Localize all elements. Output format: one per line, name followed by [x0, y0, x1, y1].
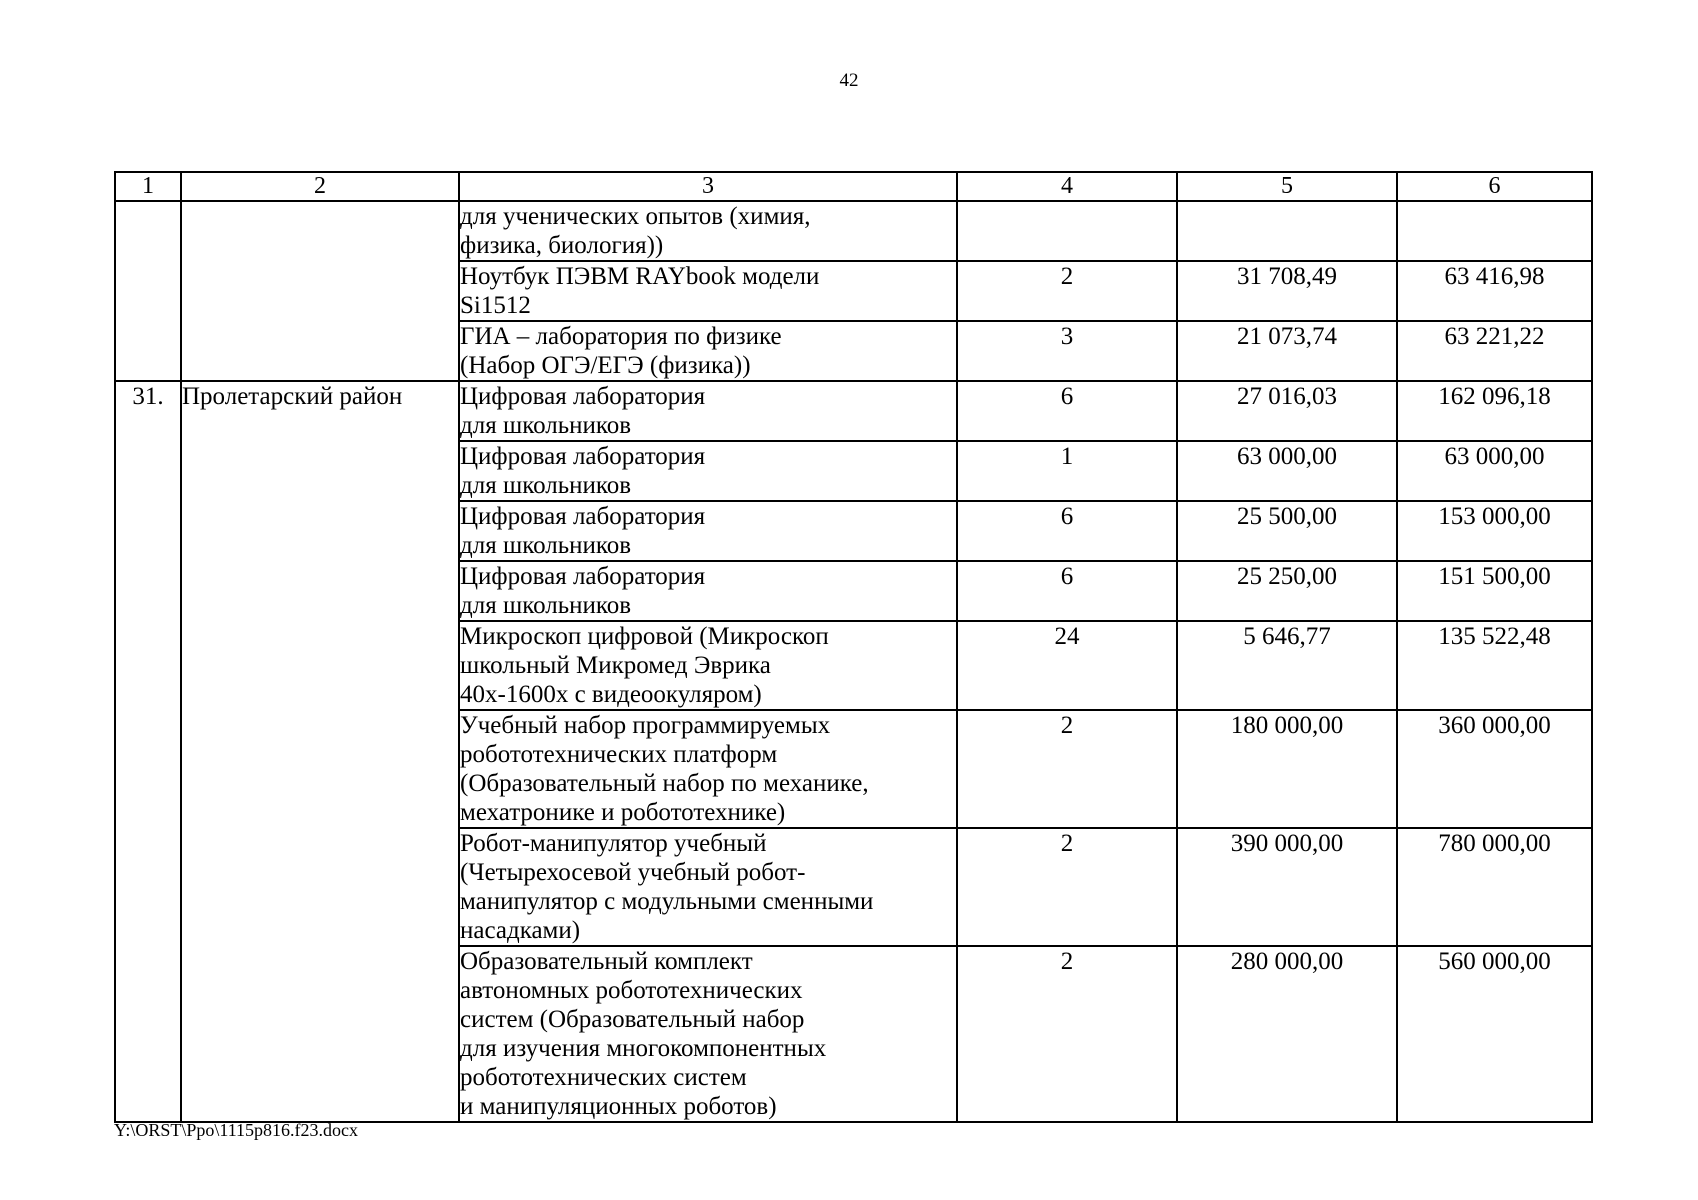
- item-name-cell: [459, 501, 957, 561]
- item-name-line: Цифровая лаборатория: [460, 443, 706, 470]
- unit-price-cell: [1177, 201, 1397, 261]
- quantity-cell: [957, 201, 1177, 261]
- item-name-line: Ноутбук ПЭВМ RAYbook модели: [460, 263, 820, 290]
- item-name-line: Цифровая лаборатория: [460, 503, 706, 530]
- quantity-cell: 6: [957, 381, 1177, 441]
- item-name-line: физика, биология)): [460, 232, 664, 259]
- table-row: [115, 201, 1592, 261]
- quantity-cell: 2: [957, 828, 1177, 946]
- item-name-line: Микроскоп цифровой (Микроскоп: [460, 623, 829, 650]
- quantity-cell: 6: [957, 501, 1177, 561]
- total-cost-cell: 63 000,00: [1397, 441, 1592, 501]
- total-cost-cell: 151 500,00: [1397, 561, 1592, 621]
- header-cell-1: 1: [115, 172, 181, 201]
- item-name-cell: [459, 828, 957, 946]
- item-name-line: 40х-1600х с видеоокуляром): [460, 681, 762, 708]
- item-name-line: для школьников: [460, 532, 632, 559]
- quantity-cell: 2: [957, 261, 1177, 321]
- item-name-line: Цифровая лаборатория: [460, 563, 706, 590]
- item-name-line: мехатронике и робототехнике): [460, 799, 786, 826]
- item-name-cell: [459, 710, 957, 828]
- table-header-row: [115, 172, 1592, 201]
- equipment-table: [114, 171, 1593, 1123]
- total-cost-cell: 780 000,00: [1397, 828, 1592, 946]
- total-cost-cell: 135 522,48: [1397, 621, 1592, 710]
- item-name-line: ГИА – лаборатория по физике: [460, 323, 782, 350]
- item-name-line: для изучения многокомпонентных: [460, 1035, 827, 1062]
- item-name-line: (Четырехосевой учебный робот-: [460, 859, 806, 886]
- item-name-line: манипулятор с модульными сменными: [460, 888, 874, 915]
- item-name-line: для школьников: [460, 472, 632, 499]
- row-number-cell: 31.: [115, 381, 181, 1122]
- item-name-line: для ученических опытов (химия,: [460, 203, 811, 230]
- unit-price-cell: 390 000,00: [1177, 828, 1397, 946]
- quantity-cell: 6: [957, 561, 1177, 621]
- item-name-line: и манипуляционных роботов): [460, 1093, 777, 1120]
- item-name-line: Цифровая лаборатория: [460, 383, 706, 410]
- unit-price-cell: 25 500,00: [1177, 501, 1397, 561]
- district-cell: [181, 201, 459, 381]
- unit-price-cell: 280 000,00: [1177, 946, 1397, 1122]
- item-name-line: робототехнических платформ: [460, 741, 778, 768]
- item-name-line: робототехнических систем: [460, 1064, 747, 1091]
- total-cost-cell: 360 000,00: [1397, 710, 1592, 828]
- header-cell-6: 6: [1397, 172, 1592, 201]
- total-cost-cell: 63 221,22: [1397, 321, 1592, 381]
- header-cell-4: 4: [957, 172, 1177, 201]
- district-cell: Пролетарский район: [181, 381, 459, 1122]
- header-cell-5: 5: [1177, 172, 1397, 201]
- total-cost-cell: 560 000,00: [1397, 946, 1592, 1122]
- unit-price-cell: 27 016,03: [1177, 381, 1397, 441]
- unit-price-cell: 21 073,74: [1177, 321, 1397, 381]
- header-cell-2: 2: [181, 172, 459, 201]
- item-name-line: систем (Образовательный набор: [460, 1006, 805, 1033]
- item-name-cell: [459, 561, 957, 621]
- item-name-line: Робот-манипулятор учебный: [460, 830, 767, 857]
- item-name-cell: [459, 441, 957, 501]
- item-name-line: насадками): [460, 917, 581, 944]
- item-name-line: школьный Микромед Эврика: [460, 652, 771, 679]
- item-name-line: Si1512: [460, 292, 531, 319]
- row-number-cell: [115, 201, 181, 381]
- item-name-line: Образовательный комплект: [460, 948, 753, 975]
- item-name-cell: [459, 261, 957, 321]
- item-name-cell: [459, 321, 957, 381]
- unit-price-cell: 31 708,49: [1177, 261, 1397, 321]
- unit-price-cell: 25 250,00: [1177, 561, 1397, 621]
- total-cost-cell: 63 416,98: [1397, 261, 1592, 321]
- item-name-line: (Набор ОГЭ/ЕГЭ (физика)): [460, 352, 751, 379]
- item-name-line: Учебный набор программируемых: [460, 712, 831, 739]
- total-cost-cell: [1397, 201, 1592, 261]
- item-name-line: автономных робототехнических: [460, 977, 803, 1004]
- item-name-line: для школьников: [460, 412, 632, 439]
- item-name-cell: [459, 201, 957, 261]
- item-name-line: для школьников: [460, 592, 632, 619]
- total-cost-cell: 162 096,18: [1397, 381, 1592, 441]
- footer-file-path: Y:\ORST\Ppo\1115p816.f23.docx: [114, 1120, 359, 1140]
- item-name-cell: [459, 381, 957, 441]
- table-row: [115, 381, 1592, 441]
- quantity-cell: 3: [957, 321, 1177, 381]
- item-name-cell: [459, 946, 957, 1122]
- quantity-cell: 1: [957, 441, 1177, 501]
- quantity-cell: 24: [957, 621, 1177, 710]
- unit-price-cell: 63 000,00: [1177, 441, 1397, 501]
- item-name-line: (Образовательный набор по механике,: [460, 770, 869, 797]
- total-cost-cell: 153 000,00: [1397, 501, 1592, 561]
- item-name-cell: [459, 621, 957, 710]
- unit-price-cell: 180 000,00: [1177, 710, 1397, 828]
- quantity-cell: 2: [957, 710, 1177, 828]
- quantity-cell: 2: [957, 946, 1177, 1122]
- unit-price-cell: 5 646,77: [1177, 621, 1397, 710]
- header-cell-3: 3: [459, 172, 957, 201]
- page-number: 42: [839, 70, 859, 91]
